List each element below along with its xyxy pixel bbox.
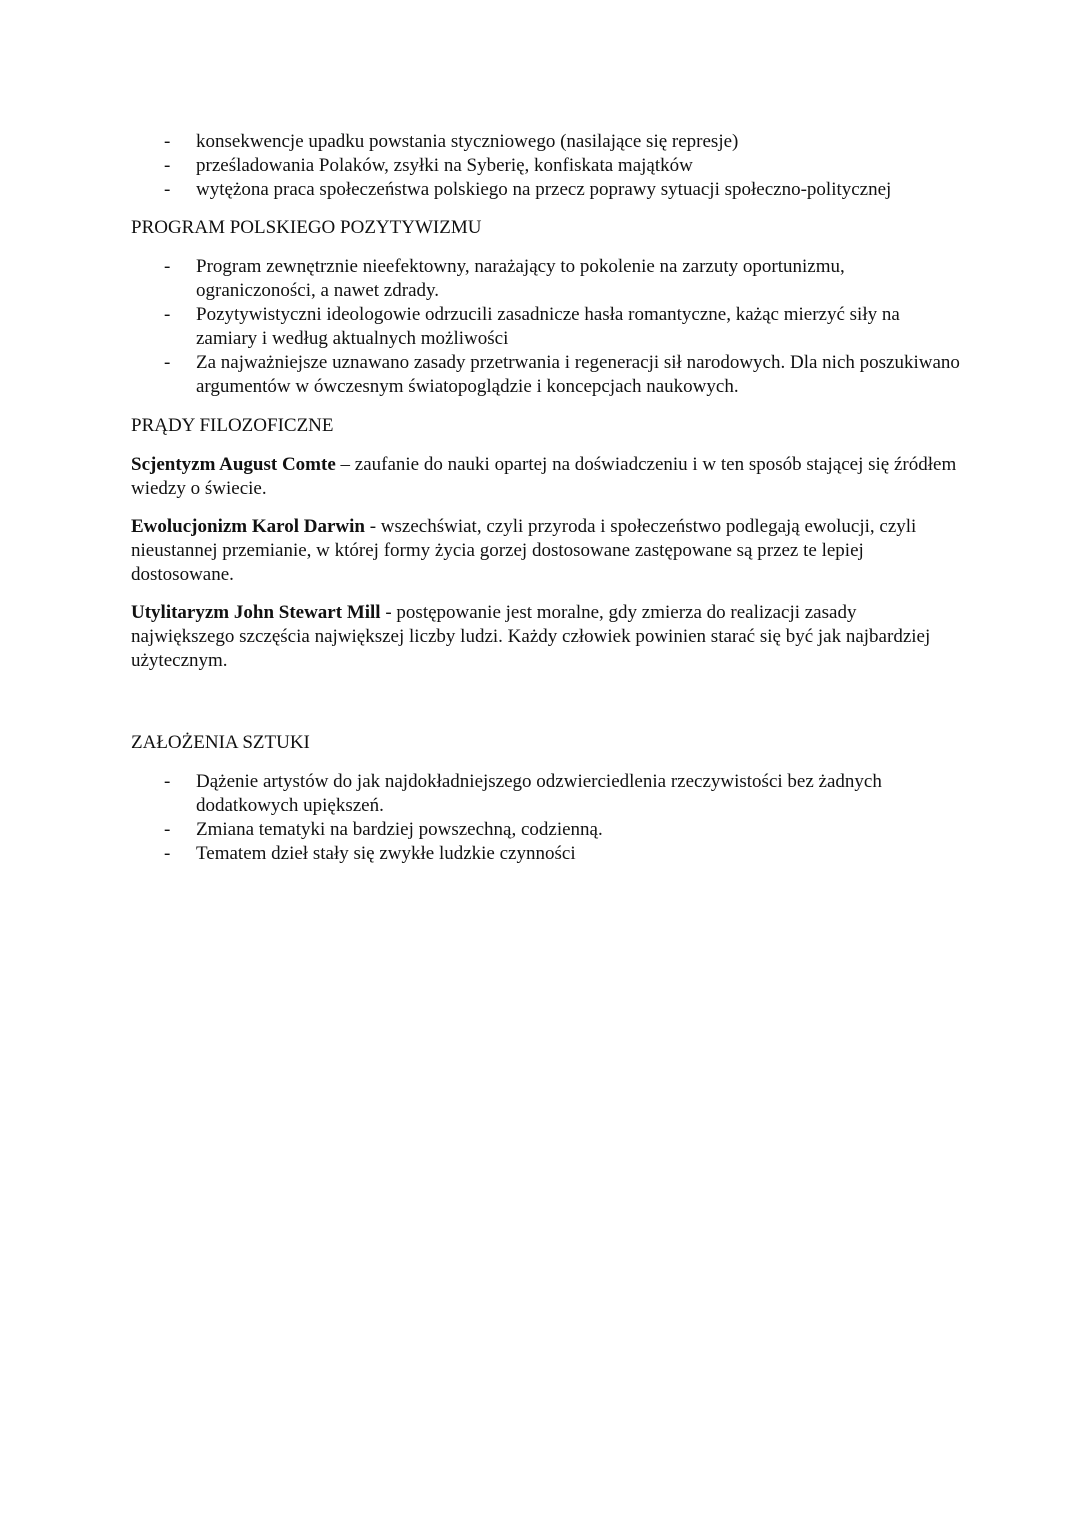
list-item-text: wytężona praca społeczeństwa polskiego na przecz poprawy sytuacji społeczno-politycznej bbox=[196, 179, 892, 200]
list-item bbox=[131, 351, 961, 399]
dash-bullet: - bbox=[164, 843, 171, 864]
list-item bbox=[131, 818, 961, 842]
definition-text: – zaufanie do nauki opartej na doświadczeniu i w ten sposób stającej się źródłem wiedzy o świecie. bbox=[131, 454, 957, 499]
list-item-text: konsekwencje upadku powstania styczniowego (nasilające się represje) bbox=[196, 131, 739, 152]
dash-bullet: - bbox=[164, 155, 171, 176]
definition-text: - postępowanie jest moralne, gdy zmierza do realizacji zasady największego szczęścia największej liczby ludzi. Każdy człowiek powinien starać się być jak najbardziej użytecznym. bbox=[131, 602, 931, 671]
definition-term: Scjentyzm August Comte bbox=[131, 454, 336, 475]
program-list bbox=[131, 255, 961, 399]
list-item bbox=[131, 770, 961, 818]
list-item bbox=[131, 303, 961, 351]
dash-bullet: - bbox=[164, 352, 171, 373]
document-content bbox=[131, 130, 961, 866]
list-item-text: Program zewnętrznie nieefektowny, narażający to pokolenie na zarzuty oportunizmu, ograniczoności, a nawet zdrady. bbox=[196, 256, 845, 301]
definition-evolutionism bbox=[131, 515, 961, 587]
definition-term: Ewolucjonizm Karol Darwin bbox=[131, 516, 365, 537]
philosophical-currents-heading: PRĄDY FILOZOFICZNE bbox=[131, 415, 334, 436]
dash-bullet: - bbox=[164, 179, 171, 200]
definition-text: - wszechświat, czyli przyroda i społeczeństwo podlegają ewolucji, czyli nieustannej przemianie, w której formy życia gorzej dostosowane zastępowane są przez te lepiej dostosowane. bbox=[131, 516, 917, 585]
program-heading: PROGRAM POLSKIEGO POZYTYWIZMU bbox=[131, 217, 482, 238]
art-assumptions-list bbox=[131, 770, 961, 866]
list-item-text: Za najważniejsze uznawano zasady przetrwania i regeneracji sił narodowych. Dla nich poszukiwano argumentów w ówczesnym światopoglądzie i koncepcjach naukowych. bbox=[196, 352, 960, 397]
list-item bbox=[131, 255, 961, 303]
list-item bbox=[131, 178, 961, 202]
dash-bullet: - bbox=[164, 304, 171, 325]
list-item bbox=[131, 842, 961, 866]
list-item-text: Dążenie artystów do jak najdokładniejszego odzwierciedlenia rzeczywistości bez żadnych dodatkowych upiększeń. bbox=[196, 771, 882, 816]
list-item-text: Zmiana tematyki na bardziej powszechną, codzienną. bbox=[196, 819, 603, 840]
definition-scientism bbox=[131, 453, 961, 501]
list-item-text: Tematem dzieł stały się zwykłe ludzkie czynności bbox=[196, 843, 576, 864]
consequences-list bbox=[131, 130, 961, 202]
dash-bullet: - bbox=[164, 131, 171, 152]
list-item bbox=[131, 130, 961, 154]
art-assumptions-heading: ZAŁOŻENIA SZTUKI bbox=[131, 732, 310, 753]
dash-bullet: - bbox=[164, 771, 171, 792]
dash-bullet: - bbox=[164, 256, 171, 277]
list-item bbox=[131, 154, 961, 178]
list-item-text: prześladowania Polaków, zsyłki na Syberię, konfiskata majątków bbox=[196, 155, 693, 176]
dash-bullet: - bbox=[164, 819, 171, 840]
definition-term: Utylitaryzm John Stewart Mill bbox=[131, 602, 381, 623]
list-item-text: Pozytywistyczni ideologowie odrzucili zasadnicze hasła romantyczne, każąc mierzyć siły na zamiary i według aktualnych możliwości bbox=[196, 304, 900, 349]
definition-utilitarianism bbox=[131, 601, 961, 673]
